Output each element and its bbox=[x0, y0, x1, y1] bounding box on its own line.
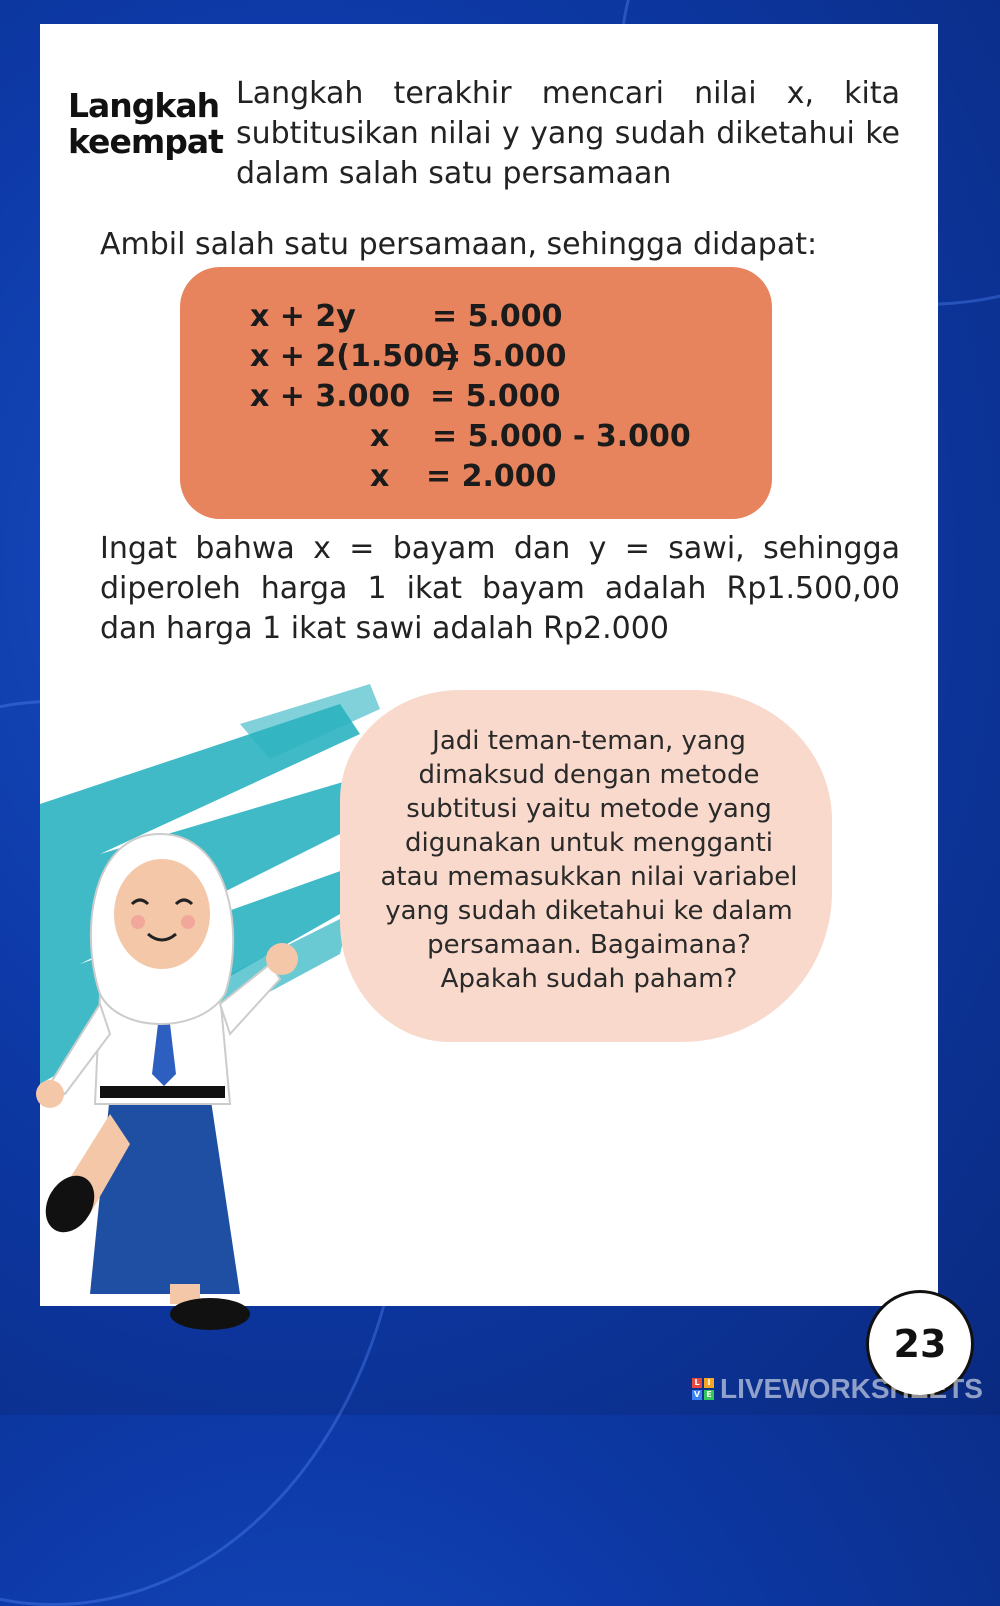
equation-rhs: = 5.000 bbox=[436, 339, 567, 374]
equation-rhs: = 5.000 bbox=[430, 379, 561, 414]
equation-lhs: x bbox=[370, 459, 390, 494]
liveworksheets-logo-icon bbox=[692, 1378, 714, 1400]
conclusion-line: diperoleh harga 1 ikat bayam adalah Rp1.500,00 bbox=[100, 571, 900, 606]
equation-rhs: = 5.000 - 3.000 bbox=[432, 419, 691, 454]
conclusion-line: Ingat bahwa x = bayam dan y = sawi, sehingga bbox=[100, 531, 900, 566]
step-intro-text: Langkah terakhir mencari nilai x, kita subtitusikan nilai y yang sudah diketahui ke dalam salah satu persamaan bbox=[236, 76, 900, 191]
conclusion-text bbox=[100, 529, 900, 649]
equation-rhs: = 2.000 bbox=[426, 459, 557, 494]
equation-rhs: = 5.000 bbox=[432, 299, 563, 334]
watermark-text: LIVEWORKSHEETS bbox=[720, 1373, 983, 1404]
logo-letter: I bbox=[704, 1378, 714, 1388]
equation-lhs: x + 3.000 bbox=[250, 379, 411, 414]
step-title bbox=[68, 88, 228, 160]
conclusion-line: dan harga 1 ikat sawi adalah Rp2.000 bbox=[100, 611, 669, 646]
equation-lhs: x + 2(1.500) bbox=[250, 339, 459, 374]
logo-letter: E bbox=[704, 1390, 714, 1400]
take-equation-text: Ambil salah satu persamaan, sehingga didapat: bbox=[100, 227, 818, 262]
logo-letter: L bbox=[692, 1378, 702, 1388]
step-title-line1: Langkah bbox=[68, 86, 220, 125]
page-number-badge: 23 bbox=[866, 1290, 974, 1398]
step-title-line2: keempat bbox=[68, 122, 223, 161]
equation-box bbox=[180, 267, 772, 519]
equation-lhs: x + 2y bbox=[250, 299, 356, 334]
student-girl-illustration bbox=[0, 794, 340, 1334]
logo-letter: V bbox=[693, 1390, 701, 1399]
speech-bubble-text: Jadi teman-teman, yang dimaksud dengan metode subtitusi yaitu metode yang digunakan untuk mengganti atau memasukkan nilai variabel yang sudah diketahui ke dalam persamaan. Bagaimana? Apakah sudah paham? bbox=[380, 726, 798, 994]
equation-lhs: x bbox=[370, 419, 390, 454]
worksheet-page bbox=[40, 24, 938, 1306]
liveworksheets-watermark bbox=[692, 1374, 983, 1404]
